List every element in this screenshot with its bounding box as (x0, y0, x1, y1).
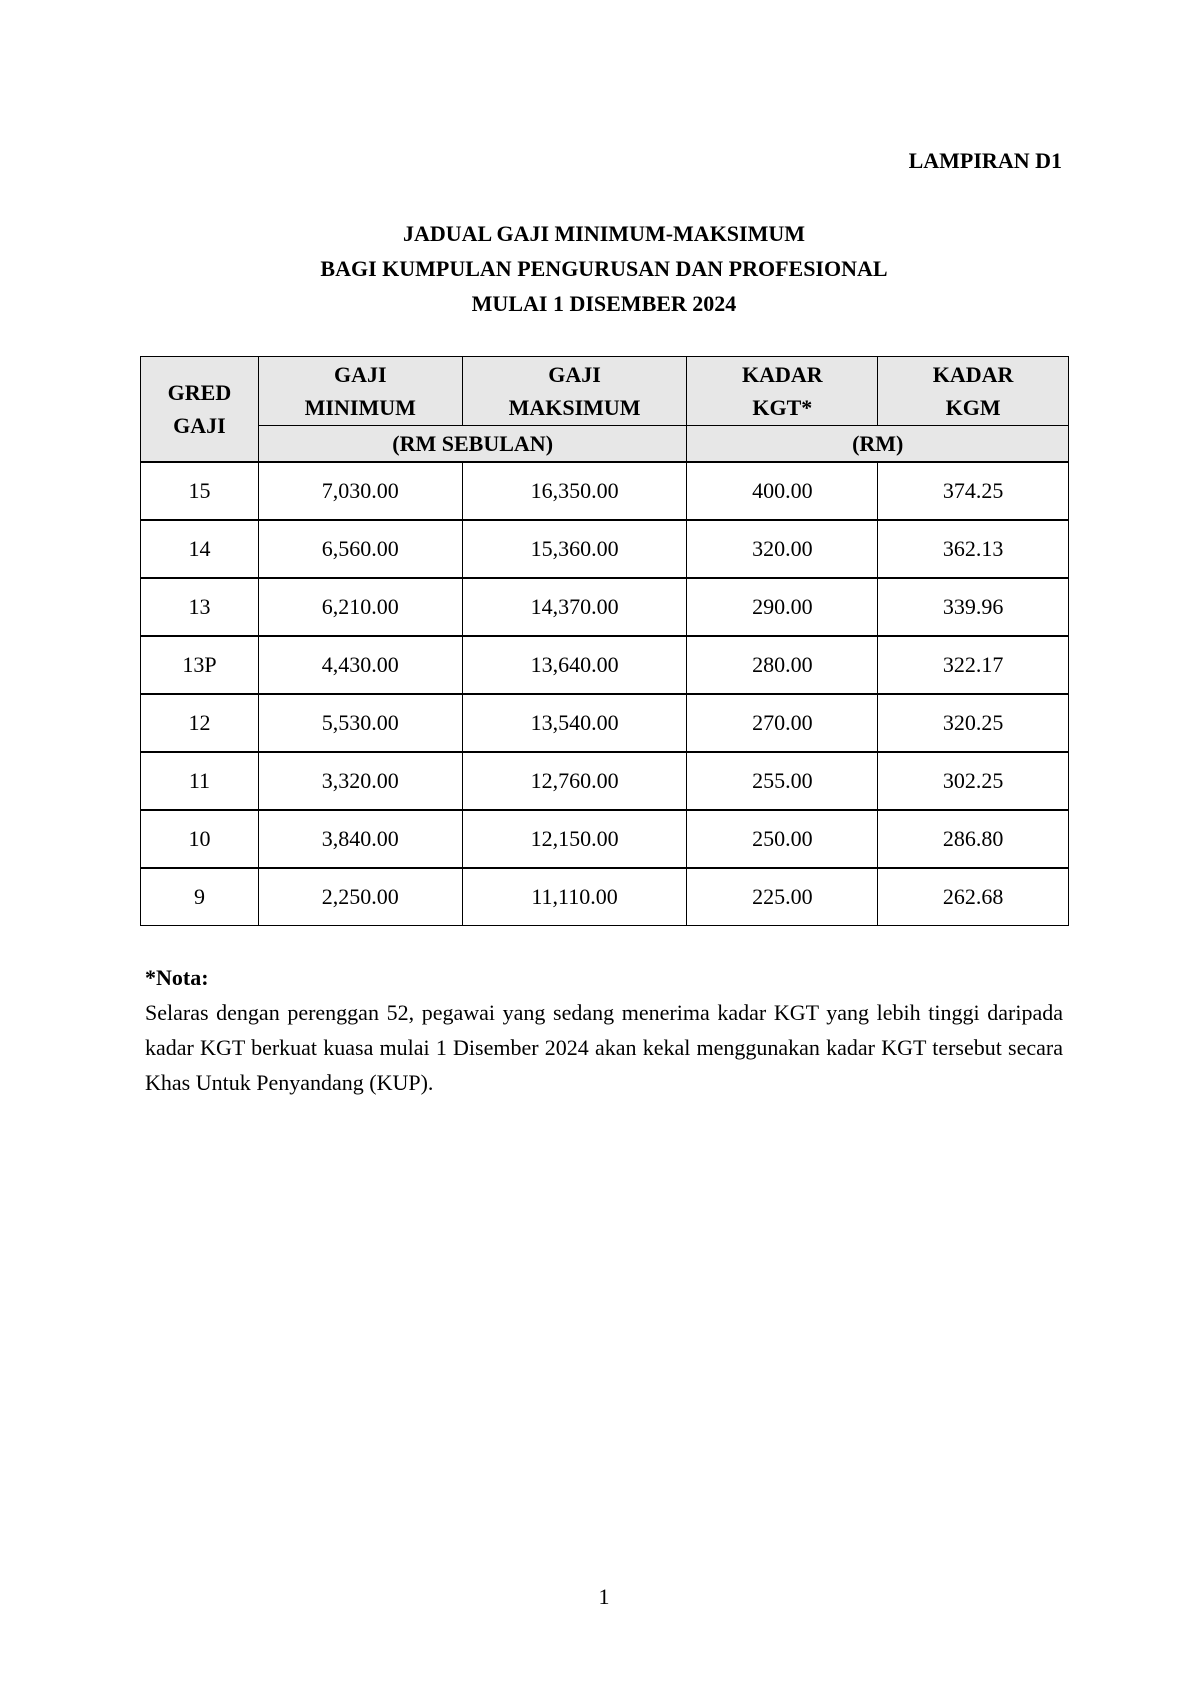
cell-kadar-kgt: 280.00 (687, 636, 878, 694)
cell-gaji-minimum: 5,530.00 (258, 694, 462, 752)
cell-kadar-kgm: 302.25 (878, 752, 1069, 810)
cell-kadar-kgm: 362.13 (878, 520, 1069, 578)
header-row-units (141, 426, 1069, 463)
cell-gaji-minimum: 7,030.00 (258, 462, 462, 520)
note-text: Selaras dengan perenggan 52, pegawai yang sedang menerima kadar KGT yang lebih tinggi daripada kadar KGT berkuat kuasa mulai 1 Disember 2024 akan kekal menggunakan kadar KGT tersebut secara Khas Untuk Penyandang (KUP). (145, 1000, 1063, 1095)
table-row (141, 462, 1069, 520)
cell-gred: 13 (141, 578, 259, 636)
header-kgm-line-2: KGM (945, 395, 1001, 420)
page-number: 1 (598, 1584, 610, 1609)
note-label: *Nota: (145, 965, 209, 990)
header-gred-line-1: GRED (167, 380, 232, 405)
cell-gaji-maksimum: 11,110.00 (462, 868, 687, 926)
cell-gred: 12 (141, 694, 259, 752)
header-kgt-line-1: KADAR (742, 362, 823, 387)
cell-gred: 15 (141, 462, 259, 520)
cell-gaji-minimum: 6,210.00 (258, 578, 462, 636)
cell-kadar-kgt: 400.00 (687, 462, 878, 520)
cell-gaji-minimum: 4,430.00 (258, 636, 462, 694)
header-gaji-min-line-2: MINIMUM (304, 395, 416, 420)
table-row (141, 868, 1069, 926)
cell-gaji-maksimum: 12,150.00 (462, 810, 687, 868)
cell-gred: 13P (141, 636, 259, 694)
cell-gaji-maksimum: 12,760.00 (462, 752, 687, 810)
header-row-main (141, 357, 1069, 426)
header-gaji-max-line-1: GAJI (548, 362, 601, 387)
cell-kadar-kgt: 255.00 (687, 752, 878, 810)
appendix-label: LAMPIRAN D1 (908, 148, 1062, 173)
salary-table-body (141, 462, 1069, 926)
header-kgt-line-2: KGT* (752, 395, 813, 420)
header-gaji-max-line-2: MAKSIMUM (508, 395, 641, 420)
header-kadar-kgm (878, 357, 1069, 426)
cell-gaji-maksimum: 15,360.00 (462, 520, 687, 578)
header-unit-rate: (RM) (687, 426, 1069, 463)
table-row (141, 810, 1069, 868)
cell-gred: 9 (141, 868, 259, 926)
cell-kadar-kgm: 286.80 (878, 810, 1069, 868)
cell-kadar-kgt: 270.00 (687, 694, 878, 752)
header-kadar-kgt (687, 357, 878, 426)
header-kgm-line-1: KADAR (932, 362, 1014, 387)
cell-gaji-maksimum: 16,350.00 (462, 462, 687, 520)
cell-gaji-maksimum: 14,370.00 (462, 578, 687, 636)
salary-table (140, 356, 1069, 926)
cell-gred: 11 (141, 752, 259, 810)
cell-kadar-kgm: 339.96 (878, 578, 1069, 636)
cell-gaji-minimum: 3,840.00 (258, 810, 462, 868)
cell-gaji-minimum: 3,320.00 (258, 752, 462, 810)
table-row (141, 636, 1069, 694)
table-row (141, 578, 1069, 636)
table-row (141, 694, 1069, 752)
cell-gaji-maksimum: 13,640.00 (462, 636, 687, 694)
cell-kadar-kgt: 320.00 (687, 520, 878, 578)
cell-gaji-minimum: 6,560.00 (258, 520, 462, 578)
document-title (0, 216, 1200, 321)
cell-kadar-kgm: 262.68 (878, 868, 1069, 926)
header-unit-salary: (RM SEBULAN) (258, 426, 687, 463)
header-gaji-minimum (258, 357, 462, 426)
table-row (141, 752, 1069, 810)
title-line-2: BAGI KUMPULAN PENGURUSAN DAN PROFESIONAL (320, 256, 888, 281)
table-row (141, 520, 1069, 578)
cell-kadar-kgt: 250.00 (687, 810, 878, 868)
header-gaji-min-line-1: GAJI (333, 362, 387, 387)
cell-gred: 10 (141, 810, 259, 868)
cell-kadar-kgm: 374.25 (878, 462, 1069, 520)
salary-table-header (141, 357, 1069, 463)
cell-kadar-kgm: 322.17 (878, 636, 1069, 694)
title-line-3: MULAI 1 DISEMBER 2024 (471, 291, 737, 316)
header-gred-line-2: GAJI (173, 413, 226, 438)
header-gred-gaji (141, 357, 259, 463)
cell-gaji-maksimum: 13,540.00 (462, 694, 687, 752)
header-gaji-maksimum (462, 357, 687, 426)
cell-kadar-kgt: 290.00 (687, 578, 878, 636)
cell-kadar-kgt: 225.00 (687, 868, 878, 926)
cell-kadar-kgm: 320.25 (878, 694, 1069, 752)
note-section (145, 960, 1063, 1100)
title-line-1: JADUAL GAJI MINIMUM-MAKSIMUM (402, 221, 806, 246)
cell-gaji-minimum: 2,250.00 (258, 868, 462, 926)
cell-gred: 14 (141, 520, 259, 578)
